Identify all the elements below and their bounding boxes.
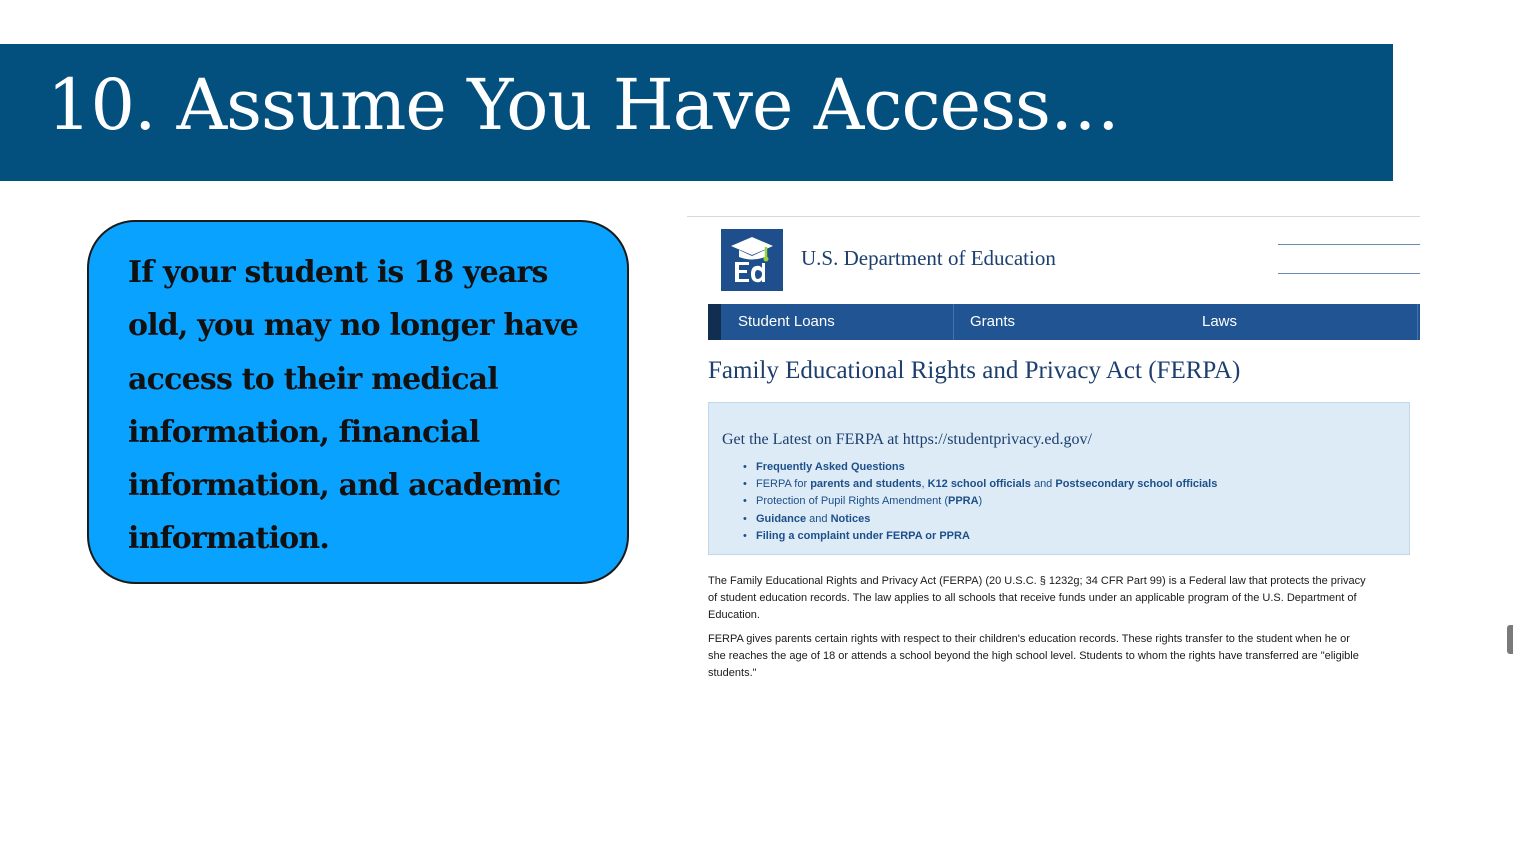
divider bbox=[687, 216, 1420, 217]
info-link-text[interactable]: Filing a complaint under FERPA or PPRA bbox=[756, 529, 970, 542]
info-link-text[interactable]: Notices bbox=[830, 512, 871, 525]
info-text: FERPA for bbox=[756, 478, 811, 491]
info-heading[interactable]: Get the Latest on FERPA at https://studentprivacy.ed.gov/ bbox=[722, 431, 1092, 448]
callout-line: information, and academic bbox=[128, 468, 561, 504]
scroll-handle[interactable] bbox=[1507, 625, 1513, 654]
info-text: ) bbox=[978, 495, 983, 508]
nav-divider bbox=[1417, 304, 1418, 340]
paragraph-line: Education. bbox=[708, 608, 760, 621]
callout-line: information, financial bbox=[128, 414, 480, 450]
nav-accent bbox=[708, 304, 721, 340]
info-list-item[interactable] bbox=[743, 528, 1217, 545]
paragraph-line: she reaches the age of 18 or attends a school beyond the high school level. Students to whom the rights have transferred are "eligible bbox=[708, 649, 1359, 662]
paragraph-line: The Family Educational Rights and Privacy Act (FERPA) (20 U.S.C. § 1232g; 34 CFR Part 99) is a Federal law that protects the privacy bbox=[708, 575, 1366, 587]
info-text: Protection of Pupil Rights Amendment ( bbox=[756, 495, 948, 508]
info-text: and bbox=[1030, 478, 1056, 491]
info-box bbox=[708, 402, 1410, 555]
page-heading: Family Educational Rights and Privacy Act (FERPA) bbox=[708, 357, 1241, 384]
info-list bbox=[743, 459, 1217, 545]
nav-item-grants[interactable]: Grants bbox=[970, 313, 1016, 330]
search-input[interactable] bbox=[1278, 244, 1420, 274]
main-nav bbox=[708, 304, 1420, 340]
paragraph-line: of student education records. The law applies to all schools that receive funds under an applicable program of the U.S. Department of bbox=[708, 591, 1357, 604]
nav-item-student-loans[interactable]: Student Loans bbox=[738, 313, 835, 330]
callout-line: access to their medical bbox=[128, 361, 498, 397]
callout-line: If your student is 18 years bbox=[128, 255, 548, 290]
ed-logo-icon[interactable] bbox=[721, 229, 783, 291]
info-link-text[interactable]: Guidance bbox=[756, 512, 807, 525]
info-text: and bbox=[806, 512, 831, 525]
callout-line: old, you may no longer have bbox=[128, 308, 578, 344]
paragraph-line: FERPA gives parents certain rights with respect to their children's education records. These rights transfer to the student when he or bbox=[708, 633, 1350, 645]
info-list-item[interactable] bbox=[743, 476, 1217, 493]
ferpa-intro-paragraph bbox=[708, 573, 1411, 623]
info-list-item[interactable] bbox=[743, 511, 1217, 528]
info-list-item[interactable] bbox=[743, 493, 1217, 510]
paragraph-line: students." bbox=[708, 666, 757, 679]
website-screenshot bbox=[687, 216, 1420, 696]
ferpa-rights-paragraph bbox=[708, 631, 1411, 681]
callout-text bbox=[128, 246, 618, 566]
info-link-text[interactable]: Postsecondary school officials bbox=[1055, 478, 1218, 491]
info-link-text[interactable]: Frequently Asked Questions bbox=[756, 461, 905, 473]
callout-line: information. bbox=[128, 521, 330, 557]
info-list-item[interactable] bbox=[743, 459, 1217, 476]
info-text: , bbox=[921, 478, 928, 491]
info-link-text[interactable]: PPRA bbox=[947, 495, 979, 508]
info-link-text[interactable]: parents and students bbox=[810, 478, 922, 491]
nav-item-laws[interactable]: Laws bbox=[1202, 313, 1238, 330]
info-link-text[interactable]: K12 school officials bbox=[927, 478, 1031, 491]
slide-title: 10. Assume You Have Access… bbox=[47, 64, 1119, 146]
site-name[interactable]: U.S. Department of Education bbox=[801, 246, 1056, 270]
nav-divider bbox=[953, 304, 954, 340]
